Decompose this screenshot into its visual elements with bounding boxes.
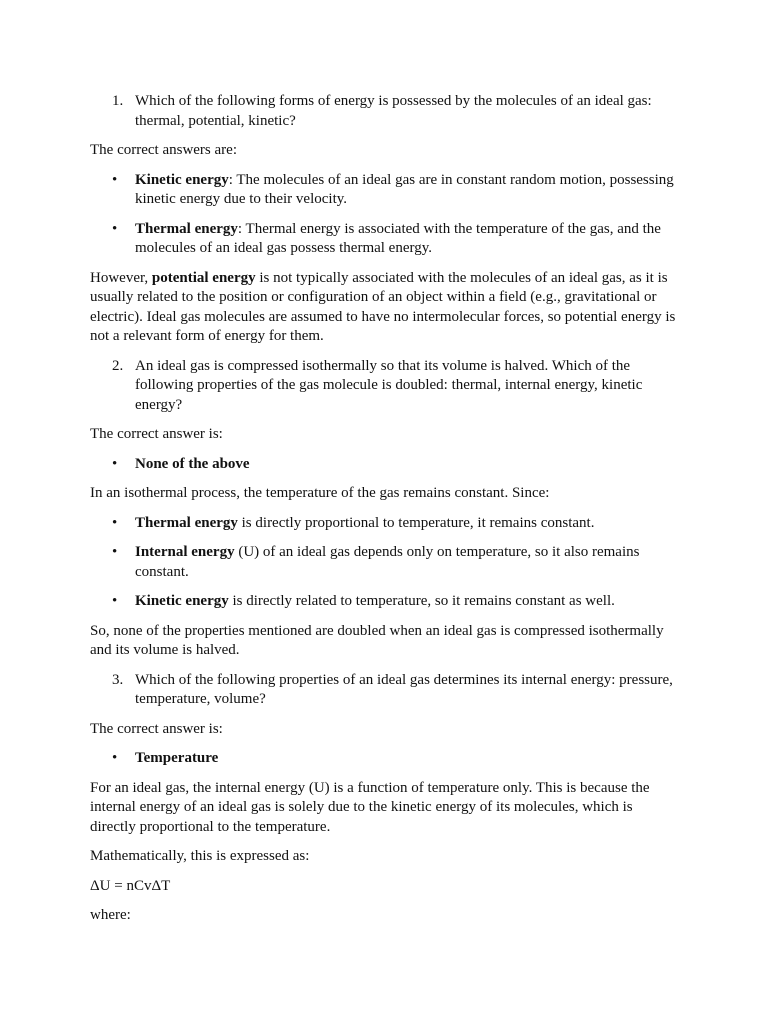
formula: ΔU = nCvΔT: [90, 877, 171, 894]
answer-intro: The correct answers are:: [90, 142, 237, 158]
bullet-icon: •: [112, 593, 118, 609]
question-3: [90, 671, 680, 710]
term-description: (U) of an ideal gas depends only on temperature, so it also remains constant.: [135, 544, 640, 580]
paragraph: In an isothermal process, the temperature of the gas remains constant. Since:: [90, 485, 550, 501]
answer-list: [90, 749, 680, 769]
bullet-icon: •: [112, 455, 118, 472]
answer-list: [90, 455, 680, 475]
question-text: Which of the following forms of energy is possessed by the molecules of an ideal gas: thermal, potential, kinetic?: [135, 93, 652, 129]
bullet-icon: •: [112, 171, 118, 188]
paragraph: Mathematically, this is expressed as:: [90, 848, 310, 864]
term-description: is directly related to temperature, so it remains constant as well.: [228, 593, 615, 609]
list-item: [90, 171, 680, 210]
list-item: [90, 455, 680, 475]
answer: None of the above: [135, 455, 250, 472]
question-text: Which of the following properties of an ideal gas determines its internal energy: pressure, temperature, volume?: [135, 671, 673, 707]
paragraph: [90, 269, 680, 347]
bullet-icon: •: [112, 750, 118, 766]
list-item: [90, 514, 680, 534]
term: Thermal energy: [135, 220, 238, 237]
answer: Temperature: [135, 750, 219, 766]
term: potential energy: [151, 269, 256, 286]
list-item: [90, 592, 680, 612]
bullet-icon: •: [112, 544, 118, 560]
document-page: [90, 92, 680, 936]
answer-intro: The correct answer is:: [90, 720, 223, 737]
paragraph: So, none of the properties mentioned are doubled when an ideal gas is compressed isothermally and its volume is halved.: [90, 622, 664, 658]
question-1: [90, 92, 680, 131]
answer-intro: The correct answer is:: [90, 426, 223, 442]
question-text: An ideal gas is compressed isothermally so that its volume is halved. Which of the following properties of the gas molecule is doubled: thermal, internal energy, kinetic energy?: [135, 357, 643, 413]
question-2: [90, 357, 680, 416]
term: Internal energy: [135, 544, 235, 560]
question-number: 3.: [112, 671, 124, 688]
question-number: 1.: [112, 93, 124, 109]
term: Kinetic energy: [135, 593, 229, 609]
term: Thermal energy: [135, 514, 238, 531]
term-description: : The molecules of an ideal gas are in constant random motion, possessing kinetic energy due to their velocity.: [135, 171, 674, 207]
answer-list: [90, 171, 680, 259]
question-number: 2.: [112, 357, 124, 374]
list-item: [90, 543, 680, 582]
list-item: [90, 220, 680, 259]
text-run: is not typically associated with the molecules of an ideal gas, as it is usually related to the position or configuration of an object within a field (e.g., gravitational or electric). Ideal gas molecules are assumed to have no intermolecular forces, so potential energy is not a relevant form of energy for them.: [90, 269, 676, 344]
paragraph: where:: [90, 907, 131, 923]
term-description: : Thermal energy is associated with the temperature of the gas, and the molecules of an ideal gas possess thermal energy.: [135, 220, 661, 256]
term-description: is directly proportional to temperature, it remains constant.: [237, 514, 595, 531]
paragraph: For an ideal gas, the internal energy (U) is a function of temperature only. This is because the internal energy of an ideal gas is solely due to the kinetic energy of its molecules, which is directly proportional to the temperature.: [90, 779, 650, 835]
text-run: However,: [90, 269, 152, 286]
reason-list: [90, 514, 680, 612]
bullet-icon: •: [112, 514, 118, 531]
bullet-icon: •: [112, 220, 118, 237]
term: Kinetic energy: [135, 171, 229, 188]
list-item: [90, 749, 680, 769]
